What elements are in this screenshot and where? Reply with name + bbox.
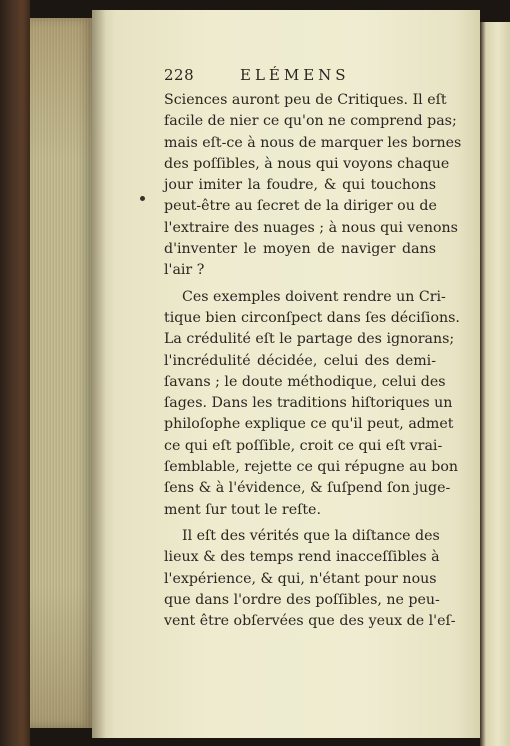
text-line: Ces exemples doivent rendre un Cri-: [182, 288, 446, 305]
text-line: ce qui eſt poſſible, croit ce qui eſt vrai-: [164, 437, 443, 454]
paragraph: [164, 526, 456, 632]
paragraph: [164, 90, 462, 282]
text-line: que dans l'ordre des poſſibles, ne peu-: [164, 591, 440, 608]
text-line: Sciences auront peu de Critiques. Il eſt: [164, 92, 447, 108]
page-text: [164, 66, 462, 632]
text-line: La crédulité eſt le partage des ignorans;: [164, 331, 455, 348]
ink-dot-mark: [140, 196, 145, 201]
text-line: ſages. Dans les traditions hiſtoriques un: [164, 395, 453, 412]
text-line: facile de nier ce qu'on ne comprend pas;: [164, 113, 457, 130]
text-line: jour imiter la foudre, & qui touchons: [164, 177, 436, 194]
page-header: [164, 66, 436, 90]
text-line: des poſſibles, à nous qui voyons chaque: [164, 155, 450, 172]
running-title: ELÉMENS: [240, 66, 350, 84]
text-line: l'air ?: [164, 262, 205, 279]
text-line: peut-être au ſecret de la diriger ou de: [164, 198, 437, 215]
spine-shadow: [92, 10, 106, 738]
page-number: 228: [164, 66, 195, 84]
text-line: ſemblable, rejette ce qui répugne au bon: [164, 459, 459, 476]
text-line: d'inventer le moyen de naviger dans: [164, 241, 436, 258]
text-line: Il eſt des vérités que la diſtance des: [182, 527, 440, 544]
text-line: ment ſur tout le reſte.: [164, 501, 321, 518]
facing-page-edge: [480, 22, 510, 746]
text-line: philoſophe explique ce qu'il peut, admet: [164, 416, 454, 433]
text-line: l'incrédulité décidée, celui des demi-: [164, 352, 436, 369]
text-line: mais eſt-ce à nous de marquer les bornes: [164, 134, 462, 151]
text-line: lieux & des temps rend inacceſſibles à: [164, 549, 440, 566]
text-line: ſavans ; le doute méthodique, celui des: [164, 373, 446, 390]
page-stack-edges: [30, 18, 92, 728]
book-cover-edge: [0, 0, 30, 746]
text-line: ſens & à l'évidence, & ſuſpend ſon juge-: [164, 480, 451, 497]
text-line: l'expérience, & qui, n'étant pour nous: [164, 570, 437, 587]
text-line: tique bien circonſpect dans ſes déciſions.: [164, 309, 460, 326]
text-line: vent être obſervées que des yeux de l'eſ-: [164, 613, 456, 630]
text-line: l'extraire des nuages ; à nous qui venons: [164, 219, 458, 236]
paragraph: [164, 287, 460, 521]
